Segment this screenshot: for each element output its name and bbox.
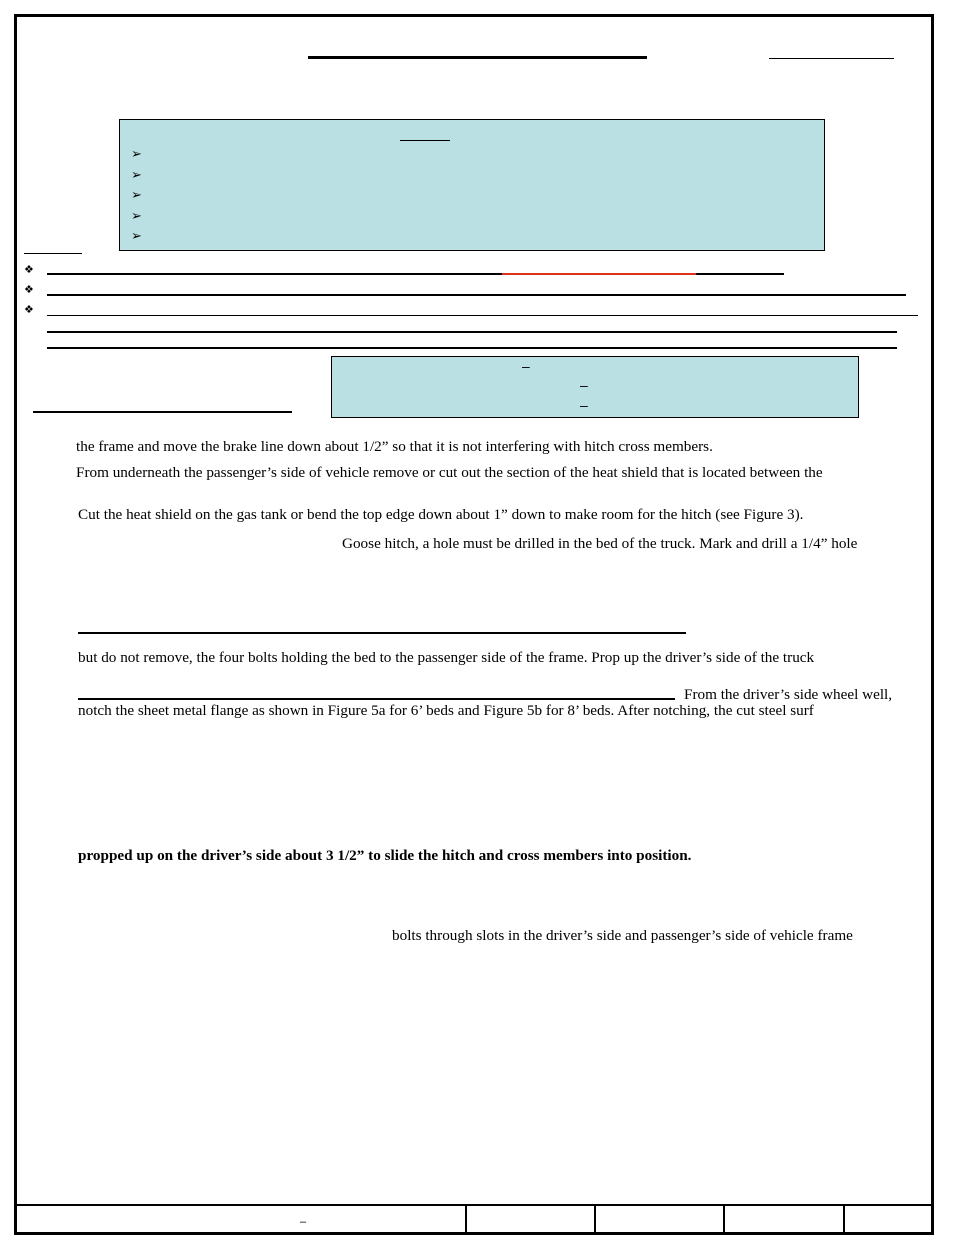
- notice-bullet-5: ➢: [131, 229, 142, 244]
- footer-cell-3: [596, 1206, 725, 1235]
- list-line-1a: [47, 273, 502, 275]
- instruction-line-4: Goose hitch, a hole must be drilled in the bed of the truck. Mark and drill a 1/4” hole: [342, 535, 858, 552]
- list-line-5: [47, 347, 897, 349]
- notice-bullet-1: ➢: [131, 147, 142, 162]
- section-rule-2: [78, 698, 675, 700]
- notice-heading-underline: [400, 140, 450, 141]
- footer-mark: –: [300, 1216, 307, 1228]
- list-bullet-2: ❖: [24, 283, 34, 296]
- left-signature-line: [33, 411, 292, 413]
- footer-cell-5: [845, 1206, 934, 1235]
- section-label-underline: [24, 253, 82, 254]
- notice-bullet-3: ➢: [131, 188, 142, 203]
- instruction-line-5: but do not remove, the four bolts holding the bed to the passenger side of the frame. Prop up the driver’s side of the truck: [78, 649, 815, 666]
- notice-bullet-2: ➢: [131, 168, 142, 183]
- instruction-line-3: Cut the heat shield on the gas tank or bend the top edge down about 1” down to make room for the hitch (see Figure 3).: [78, 506, 804, 523]
- list-line-2: [47, 294, 906, 296]
- list-line-1b: [696, 273, 784, 275]
- list-line-4: [47, 331, 897, 333]
- instruction-line-8: propped up on the driver’s side about 3 1/2” to slide the hitch and cross members into position.: [78, 847, 692, 864]
- footer-table: [14, 1204, 934, 1235]
- instruction-line-9: bolts through slots in the driver’s side and passenger’s side of vehicle frame: [392, 927, 853, 944]
- list-line-3: [47, 315, 918, 316]
- warning-box: [331, 356, 859, 418]
- section-rule-1: [78, 632, 686, 634]
- footer-cell-1: [14, 1206, 467, 1235]
- instruction-line-6: From the driver’s side wheel well,: [684, 686, 893, 703]
- footer-cell-2: [467, 1206, 596, 1235]
- notice-bullet-4: ➢: [131, 209, 142, 224]
- instruction-line-2: From underneath the passenger’s side of vehicle remove or cut out the section of the heat shield that is located between the: [76, 464, 823, 481]
- warning-line-3: –: [580, 397, 588, 413]
- instruction-line-1: the frame and move the brake line down about 1/2” so that it is not interfering with hitch cross members.: [76, 438, 713, 455]
- title-underline: [308, 56, 647, 59]
- footer-cell-4: [725, 1206, 845, 1235]
- list-bullet-3: ❖: [24, 303, 34, 316]
- warning-line-1: –: [522, 358, 530, 374]
- header-right-underline: [769, 58, 894, 59]
- instruction-line-7: notch the sheet metal flange as shown in Figure 5a for 6’ beds and Figure 5b for 8’ beds. After notching, the cut steel surf: [78, 702, 814, 719]
- warning-line-2: –: [580, 377, 588, 393]
- list-line-1-highlight: [502, 273, 696, 275]
- list-bullet-1: ❖: [24, 263, 34, 276]
- notice-box: [119, 119, 825, 251]
